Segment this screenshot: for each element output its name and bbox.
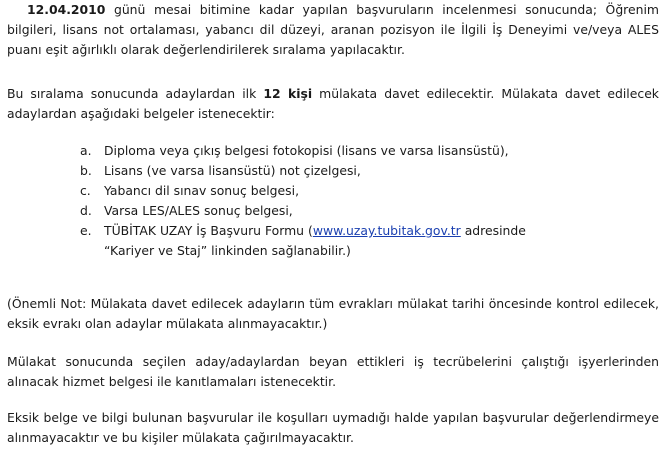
list-item-text-after: adresinde “Kariyer ve Staj” linkinden sağlanabilir.) bbox=[104, 223, 526, 258]
list-item bbox=[80, 141, 540, 161]
list-marker: c. bbox=[80, 183, 91, 198]
list-item-text-before: TÜBİTAK UZAY İş Başvuru Formu ( bbox=[104, 223, 313, 238]
list-item-text: Lisans (ve varsa lisansüstü) not çizelgesi, bbox=[104, 163, 361, 178]
list-item-text: Diploma veya çıkış belgesi fotokopisi (lisans ve varsa lisansüstü), bbox=[104, 143, 509, 158]
evaluation-text-line1: günü mesai bitimine kadar yapılan başvuruların incelenmesi sonucunda; Öğrenim bbox=[105, 2, 659, 17]
list-item bbox=[80, 201, 540, 221]
list-item bbox=[80, 161, 540, 181]
list-item-text: Varsa LES/ALES sonuç belgesi, bbox=[104, 203, 293, 218]
evaluation-paragraph bbox=[7, 0, 659, 60]
list-item bbox=[80, 221, 540, 261]
careers-website-link[interactable]: www.uzay.tubitak.gov.tr bbox=[312, 223, 461, 238]
required-documents-list bbox=[80, 141, 540, 261]
work-experience-paragraph: Mülakat sonucunda seçilen aday/adaylardan beyan ettikleri iş tecrübelerini çalıştığı işyerlerinden alınacak hizmet belgesi ile kanıtlamaları istenecektir. bbox=[7, 354, 659, 389]
interview-invitation-paragraph bbox=[7, 84, 659, 124]
application-deadline-date: 12.04.2010 bbox=[27, 2, 106, 17]
list-item bbox=[80, 181, 540, 201]
list-marker: b. bbox=[80, 163, 92, 178]
evaluation-text-rest: bilgileri, lisans not ortalaması, yabancı dil düzeyi, aranan pozisyon ile İlgili İş Deneyimi ve/veya ALES puanı eşit ağırlıklı olarak değerlendirilerek sıralama yapılacaktır. bbox=[7, 22, 659, 57]
invitation-text-after: mülakata davet edilecektir. Mülakata davet edilecek adaylardan aşağıdaki belgeler istenecektir: bbox=[7, 86, 659, 121]
important-note-paragraph: (Önemli Not: Mülakata davet edilecek adayların tüm evrakları mülakat tarihi öncesinde kontrol edilecek, eksik evrakı olan adaylar mülakata alınmayacaktır.) bbox=[7, 296, 659, 331]
list-marker: a. bbox=[80, 143, 92, 158]
invited-count: 12 kişi bbox=[263, 86, 313, 101]
list-item-text: Yabancı dil sınav sonuç belgesi, bbox=[104, 183, 300, 198]
list-marker: d. bbox=[80, 203, 92, 218]
list-marker: e. bbox=[80, 223, 92, 238]
invitation-text-before: Bu sıralama sonucunda adaylardan ilk bbox=[7, 86, 264, 101]
incomplete-applications-paragraph: Eksik belge ve bilgi bulunan başvurular ile koşulları uymadığı halde yapılan başvurular değerlendirmeye alınmayacaktır ve bu kişiler mülakata çağırılmayacaktır. bbox=[7, 410, 659, 445]
